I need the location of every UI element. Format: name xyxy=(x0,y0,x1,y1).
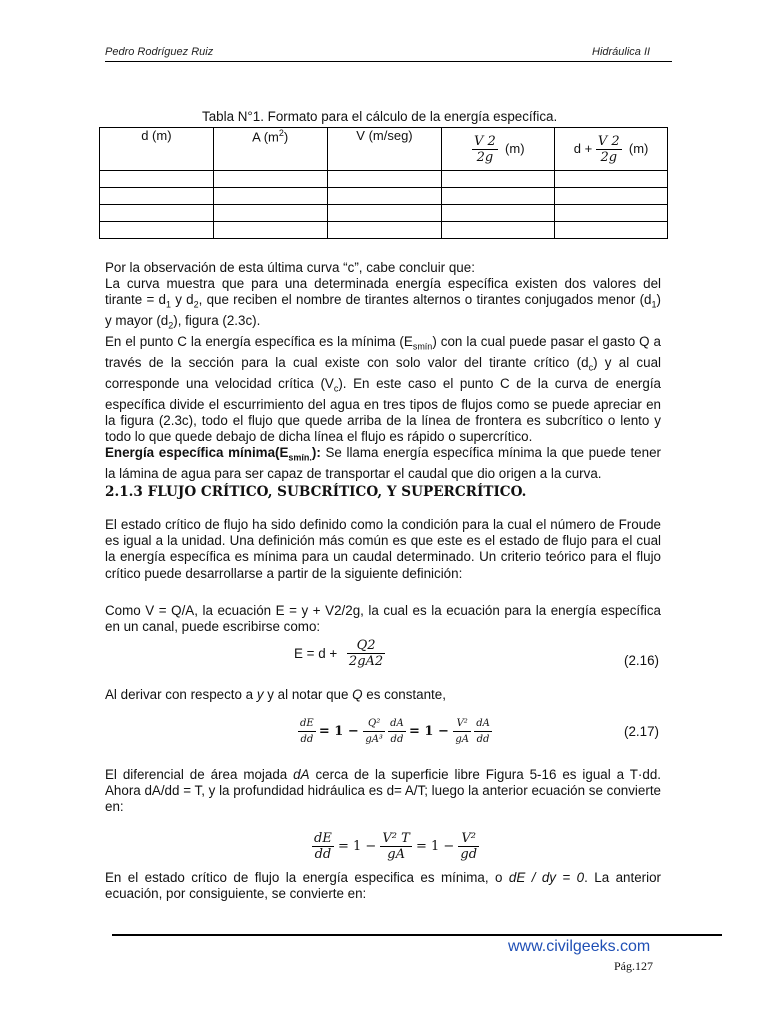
col-header-area: A $(m^2)$ xyxy=(213,128,327,171)
col-header-d: d (m) xyxy=(100,128,214,171)
col-header-velocity: V (m/seg) xyxy=(327,128,442,171)
paragraph-derive: Al derivar con respecto a y y al notar que Q es constante, xyxy=(105,687,446,702)
header-course: Hidráulica II xyxy=(592,46,651,58)
table-caption: Tabla N°1. Formato para el cálculo de la energía específica. xyxy=(202,109,558,124)
table-row xyxy=(100,188,668,205)
footer-site-link[interactable]: www.civilgeeks.com xyxy=(508,938,651,955)
paragraph-energy-equation: Como V = Q/A, la ecuación E = y + V2/2g, la cual es la ecuación para la energía específica en un canal, puede escribirse como: xyxy=(105,603,661,635)
energy-fraction: $\frac{V 2}{2g}$ xyxy=(597,133,620,165)
paragraph-critical-min: En el estado crítico de flujo la energía especifica es mínima, o dE / dy = 0. La anterior ecuación, por consiguiente, se convierte en: xyxy=(105,870,661,902)
equation-number-2-17: (2.17) xyxy=(624,724,659,739)
paragraph-intro: Por la observación de esta última curva “c”, cabe concluir que: xyxy=(105,260,475,275)
paragraph-point-c: En el punto C la energía específica es la mínima $(E_{smín})$ con la cual puede pasar el gasto Q a través de la sección para la cual existe con solo valor del tirante crítico $(d_c)$ y al cual corresponde una velocidad crítica $(V_c)$. En este caso el punto C de la curva de energía específica divide el escurrimiento del agua en tres tipos de flujos como se puede apreciar en la figura (2.3c), todo el flujo que quede arriba de la línea de frontera es subcrítico o lento y todo lo que quede debajo de dicha línea el flujo es rápido o supercrítico. xyxy=(105,334,662,445)
page-number: Pág.127 xyxy=(614,959,653,973)
equation-number-2-16: (2.16) xyxy=(624,653,659,668)
equation-2-16: E = d + $\frac{Q2}{2gA2}$ xyxy=(294,638,384,669)
header-rule xyxy=(105,61,672,62)
paragraph-min-energy: Energía específica $mínima(E_{smín.})$: Se llama energía específica mínima la que puede tener la lámina de agua para ser capaz de transportar el caudal que dio origen a la curva. xyxy=(105,445,661,482)
paragraph-critical-state: El estado crítico de flujo ha sido definido como la condición para la cual el número de Froude es igual a la unidad. Una definición más común es que este es el estado de flujo para el cual la energía específica es mínima para un caudal determinado. Un criterio teórico para el flujo crítico puede desarrollarse a partir de la siguiente definición: xyxy=(105,517,661,581)
paragraph-wet-area: El diferencial de área mojada dA cerca de la superficie libre Figura 5-16 es igual a T·dd. Ahora dA/dd = T, y la profundidad hidráulica es d= A/T; luego la anterior ecuación se convierte en: xyxy=(105,767,661,815)
table-row xyxy=(100,222,668,239)
col-header-velocity-head: $\frac{V 2}{2g}$ (m) xyxy=(442,128,555,171)
paragraph-curve: La curva muestra que para una determinada energía específica existen dos valores del tirante = $d_1$ y $d_2$, que reciben el nombre de tirantes alternos o tirantes conjugados menor $(d_1)$ y mayor $(d_2)$, figura (2.3c). xyxy=(105,276,661,331)
table-header-row xyxy=(100,128,668,171)
header-author: Pedro Rodríguez Ruiz xyxy=(105,46,214,58)
footer-rule xyxy=(112,934,722,936)
equation-hydraulic-depth: $\frac{dE}{dd}$ = 1 − $\frac{\text{V² T}}{gA}$ = 1 − $\frac{\text{V²}}{gd}$ xyxy=(314,831,478,862)
section-heading: 2.1.3 FLUJO CRÍTICO, SUBCRÍTICO, Y SUPERCRÍTICO. xyxy=(105,484,527,500)
equation-2-17: $\frac{dE}{dd}$ = 1 − $\frac{\text{Q²}}{\text{gA³}}$ $\frac{dA}{dd}$ = 1 − $\frac{\text{V²}}{gA}$ $\frac{dA}{dd}$ xyxy=(300,718,490,745)
velocity-head-fraction: $\frac{V 2}{2g}$ xyxy=(474,133,496,165)
energy-table xyxy=(99,127,668,239)
col-header-energy: d + $\frac{V 2}{2g}$ (m) xyxy=(555,128,668,171)
table-row xyxy=(100,205,668,222)
conclusion-block xyxy=(105,260,661,482)
table-row xyxy=(100,171,668,188)
